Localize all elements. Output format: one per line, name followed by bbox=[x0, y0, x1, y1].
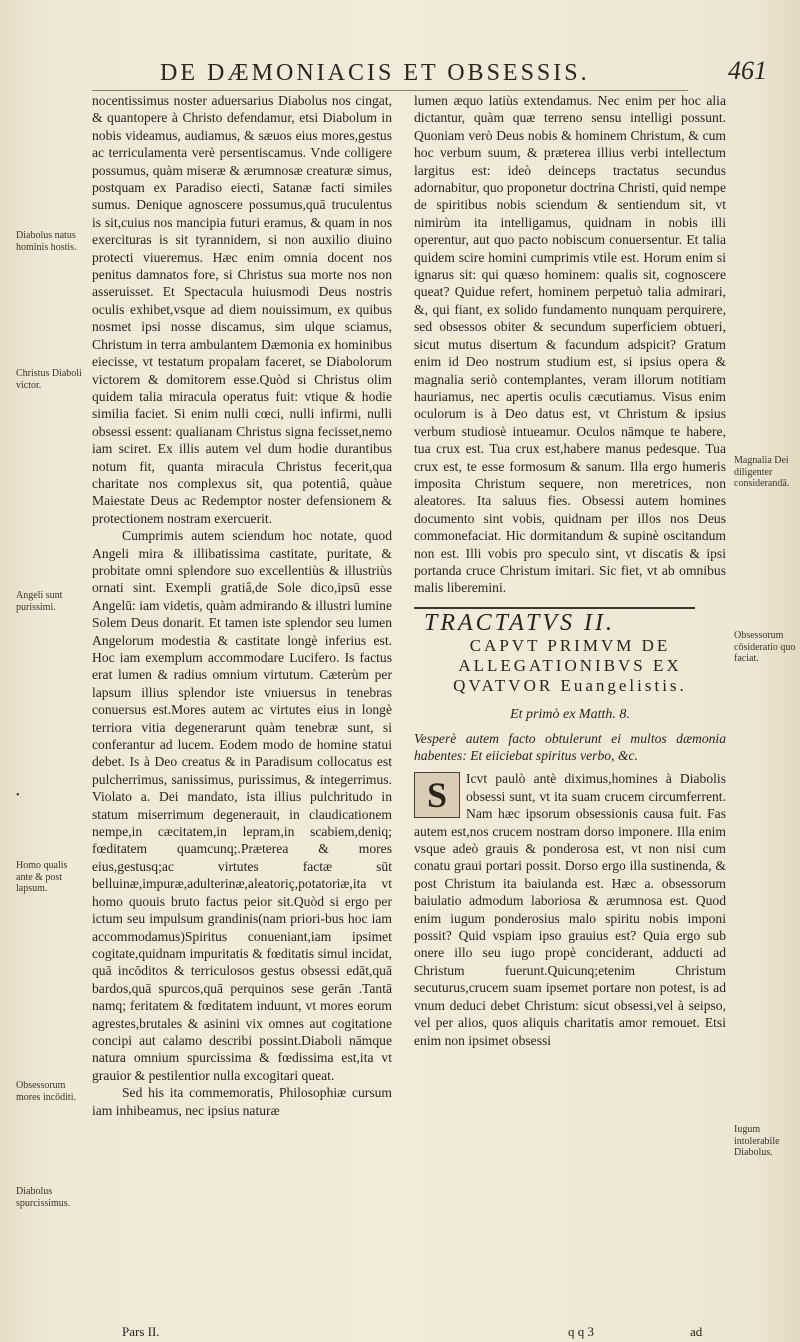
chapter-title: CAPVT PRIMVM DE ALLEGATIONIBVS EX QVATVOR Euangelistis. bbox=[453, 636, 687, 696]
body-paragraph: lumen æquo latiùs extendamus. Nec enim per hoc alia dictantur, quàm quæ terreno sensu intelligi possunt. Quoniam verò Deus nobis & hominem Christum, & cum hoc verbum suum, & præterea illius verbi intellectum largitus est: ideò deinceps tractatus secundus adornabitur, quo proponetur doctrina Christi, quid nempe de spiritibus nobis sciendum & sentiendum sit, vt nimirùm ita intelligamus, quidnam in nobis illi operentur, aut quo pacto nobiscum conuersentur. Et talia quidem scire homini cumprimis vtile est. Horum enim si ignarus sit: qui quæso hominem: qualis sit, cognoscere queat? Quidue refert, hominem perpetuò talia admirari, &, qui fiant, ex solido fundamento nunquam perquirere, sed obsessos obiter & secundum superficiem obtueri, sicut mutus disertum & facundum adspicit? Gratum enim id Deo nostrum studium est, si ipsius opera & magnalia seriò contemplantes, veram illorum notitiam hauriamus, nec apertis oculis cæcutiamus. Visus enim oculorum is à Deo datus est, vt Christum & ipsius verbum studiosè intueamur. Oculos nāmque te habere, tua crux est. Tua crux est,habere manus pedesque. Tua crux est, te esse formosum & sanum. Illa ergo humeris imposita Christum sequere, non meretrices, non aleatores. Ita saluus fies. Obsessi autem homines documento sint vobis, quidnam per illos nos Deus commonefaciat. Hic dormitandum & supinè oscitandum non est. Illi vobis pro speculo sint, vt discatis & ipsi portanda cruce Christum imitari. Sic fiet, vt ab omnibus malis liberemini. bbox=[414, 93, 726, 596]
margin-note: Obsessorum cōsideratio quo faciat. bbox=[734, 630, 796, 664]
margin-note: Diabolus spurcissimus. bbox=[16, 1186, 71, 1209]
body-paragraph: nocentissimus noster aduersarius Diabolus nos cingat, & quantopere à Christo defendamur, etsi Diabolum in nobis videamus, audiamus, & sæuos eius mores,gestus ac terriculamenta verè persentiscamus. Vnde colligere possumus, quàm miseræ & ærumnosæ creaturæ simus, postquam ex Paradiso eiecti, Satanæ facti similes sumus. Denique agnoscere possumus,quā truculentus is sit,cuius nos mancipia futuri eramus, & quam in nos exercituras is sit tyrannidem, si non auxilio diuino protecti viueremus. Hæc enim omnia docent nos penitus damnatos fore, si Christus sua morte nos non asseruisset. Et Spectacula huiusmodi Deus nostris oculis exhibet,vsque ad diem nouissimum, ex quibus nosmet ipsi nosse discamus, sim ulque sciamus, Christum in terra ambulantem Dæmonia ex hominibus eiecisse, vt testatum propalam faceret, se Diabolorum victorem & domitorem esse.Quòd si Christus olim quidem talia miracula operatus fuit: vtique & hodie similia faciet. Si enim nulli cœci, nulli infirmi, nulli obsessi essent: qualianam Christus signa fecisset,nemo iam sciret. Ex illis autem vel dum hodie durantibus notum fit, quanta miracula Christus fecerit,qua charitate nos complexus sit, qua potentiâ, quàue Maiestate Deus ac Redemptor noster defensionem & protectionem nostram exercuerit. bbox=[92, 93, 392, 526]
chapter-paragraph: Icvt paulò antè diximus,homines à Diabolis obsessi sunt, vt ita suam crucem circumferrent. Nam hæc ipsorum obsessionis causa fuit. Fas autem est,nos crucem nostram dorso imponere. Illa enim vsque adeò grauis & ponderosa est, vt non nisi cum conatu graui portari possit. Dorso ergo illa sustinenda, & post Christum ita baiulanda est. Hæc a. obsessorum baiulatio admodum laboriosa & ærumnosa est. Quod enim iugum ponderosius malo spiritu nobis imponi possit? Quid vspiam ipso grauius est? Quia ergo sub onere illo seu iugo propè conciderant, adducti ad Christum fuerunt.Quicunq;etenim Christum secuturus,crucem suam ipsemet portare non potest, is ad vnum deduci debet Christum: sicut obsessi,vel à seipso, vel per alios, quos aliquis charitatis amor remouet. Etsi enim non ipsimet obsessi bbox=[414, 771, 726, 1048]
left-column bbox=[92, 92, 392, 1119]
signature-mark: q q 3 bbox=[568, 1324, 594, 1339]
body-paragraph: Cumprimis autem sciendum hoc notate, quod Angeli mira & illibatissima castitate, puritate, & probitate omni splendore suo excellentiùs & illustriùs ornati sint. Exempli gratiâ,de Sole dico,ipsū esse Angelū: iam videtis, quàm admirando & illustri lumine Solem Deus donarit. Et tamen iste splendor seu lumen Angelorum modestia & castitate longè inferius est. Hoc iam exemplum accommodare Lucifero. Is factus erat lumen & radius omnium virtutum. Cæterùm per lapsum illius splendor iste vniuersus in tenebras conuersus est.Mores autem ac virtutes eius in longè terriora vitia degenerarunt quàm tenebræ sunt, si conferantur ad lucem. Eodem modo de homine statui debet. Is à Deo creatus & in Paradisum collocatus est pulcherrimus, sanissimus, purissimus, & integerrimus. Violato a. Dei mandato, ista illius pulchritudo in statum miserrimum degenerauit, in claudicationem nempe,in cæcitatem,in lepram,in scabiem,deniq; fœditatem quamcunq;.Præterea & mores eius,gestusq;ac virtutes factæ sūt belluinæ,impuræ,adulterinæ,aleatoriç,potatoriæ,ita vt homo quouis bruto factus peior sit.Quòd si ergo per ictum seu impulsum grandinis(nam priori-bus hoc iam accommodamus)Spiritus conueniant,iam ipsimet cogitate,quidnam impuritatis & fœditatis simul incidat, quā incōditos & terriculosos gestus obsessi edāt,quā bardos,quā spurcos,quā perquinos sese gerān .Tantā namq; feritatem & fœditatem induunt, vt mores eorum agrestes,brutales & asinini vix omnes aut cogitatione concipi aut calamo describi possint.Diaboli nāmque natura omnium spurcissima & fœdissima est,ita vt grauior & pestilentior nulla excogitari queat. bbox=[92, 528, 392, 1083]
section-rule bbox=[414, 607, 695, 609]
right-catchword: ad bbox=[690, 1324, 703, 1339]
margin-note: Christus Diaboli victor. bbox=[16, 368, 82, 391]
tractatus-title: TRACTATVS II. bbox=[424, 609, 616, 636]
margin-note: Obsessorum mores incōditi. bbox=[16, 1080, 76, 1103]
margin-note: • bbox=[16, 790, 20, 801]
dropcap-letter: S bbox=[426, 775, 448, 816]
margin-note: Angeli sunt purissimi. bbox=[16, 590, 63, 613]
margin-note: Homo qualis ante & post lapsum. bbox=[16, 860, 68, 894]
margin-note: Diabolus natus hominis hostis. bbox=[16, 230, 77, 253]
margin-note: Iugum intolerabile Diabolus. bbox=[734, 1124, 780, 1158]
page-number: 461 bbox=[728, 56, 767, 85]
body-paragraph: Sed his ita commemoratis, Philosophiæ cursum iam inhibeamus, nec ipsius naturæ bbox=[92, 1085, 392, 1118]
margin-note: Magnalia Dei diligenter considerandā. bbox=[734, 455, 790, 489]
dropcap-initial bbox=[414, 772, 460, 818]
right-column bbox=[414, 92, 726, 1049]
source-reference: Et primò ex Matth. 8. bbox=[510, 707, 630, 723]
header-rule bbox=[92, 90, 688, 91]
running-head: DE DÆMONIACIS ET OBSESSIS. bbox=[160, 60, 590, 86]
scripture-verse: Vesperè autem facto obtulerunt ei multos dæmonia habentes: Et eiiciebat spiritus verbo, &c. bbox=[414, 730, 726, 763]
left-catchword: Pars II. bbox=[122, 1324, 160, 1339]
